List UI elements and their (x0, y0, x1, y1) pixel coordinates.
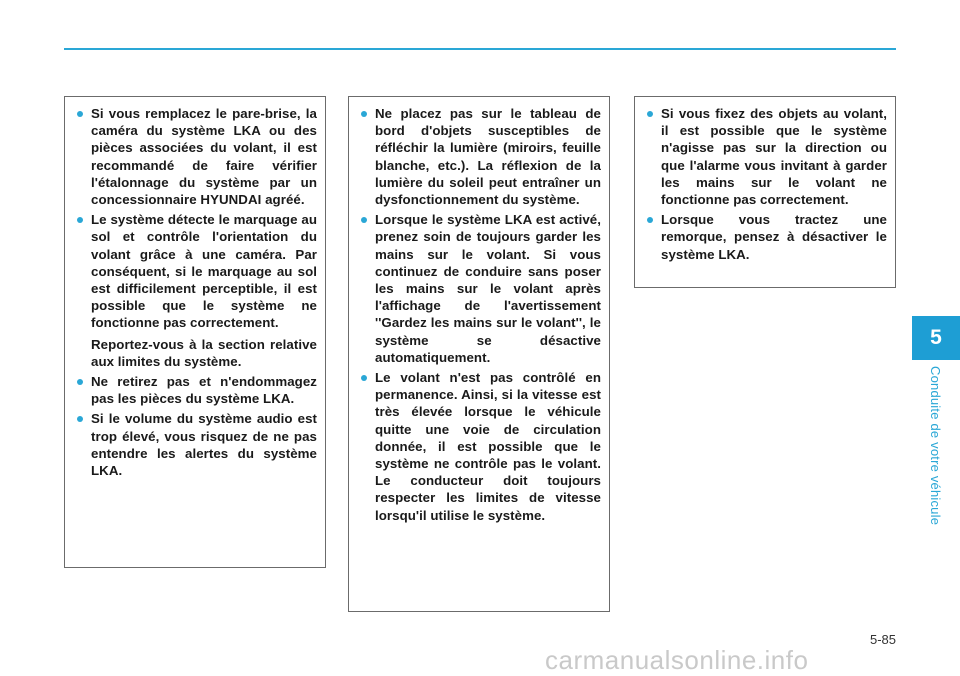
header-rule (64, 48, 896, 50)
chapter-tab[interactable] (912, 316, 960, 360)
bullet-item (361, 369, 601, 524)
caution-box-left (64, 96, 326, 568)
bullet-list (361, 105, 601, 524)
chapter-number: 5 (930, 326, 942, 349)
caution-box-middle (348, 96, 610, 612)
bullet-text: Le système détecte le marquage au sol et contrôle l'orientation du volant grâce à une caméra. Par conséquent, si le marquage au sol est difficilement perceptible, il est possible que le système ne fonctionne pas correctement. (91, 212, 317, 331)
bullet-text: Reportez-vous à la section relative aux limites du système. (91, 336, 317, 369)
bullet-text: Lorsque le système LKA est activé, prenez soin de toujours garder les mains sur le volant. Si vous continuez de conduire sans poser les mains sur le volant après l'affichage de l'avertissement ''Gardez les mains sur le volant'', le système se désactive automatiquement. (375, 212, 601, 365)
bullet-text: Si vous remplacez le pare-brise, la caméra du système LKA ou des pièces associées du volant, il est recommandé de faire vérifier l'étalonnage du système par un concessionnaire HYUNDAI agréé. (91, 106, 317, 208)
bullet-text: Si le volume du système audio est trop élevé, vous risquez de ne pas entendre les alertes du système LKA. (91, 411, 317, 479)
bullet-item (647, 211, 887, 263)
bullet-item (361, 211, 601, 366)
bullet-text: Ne placez pas sur le tableau de bord d'objets susceptibles de réfléchir la lumière (miroirs, feuille blanche, etc.). La réflexion de la lumière du soleil peut entraîner un dysfonctionnement du système. (375, 106, 601, 208)
bullet-item (77, 211, 317, 370)
bullet-item (647, 105, 887, 208)
bullet-text: Lorsque vous tractez une remorque, pensez à désactiver le système LKA. (661, 212, 887, 262)
bullet-item (77, 373, 317, 407)
page-number: 5-85 (869, 632, 896, 647)
bullet-item (77, 105, 317, 208)
watermark: carmanualsonline.info (545, 645, 809, 675)
chapter-title: Conduite de votre véhicule (928, 366, 943, 526)
bullet-list (647, 105, 887, 263)
caution-box-right (634, 96, 896, 288)
bullet-item (77, 410, 317, 479)
bullet-text: Le volant n'est pas contrôlé en permanence. Ainsi, si la vitesse est très élevée lorsque le véhicule quitte une voie de circulation donnée, il est possible que le système ne contrôle pas le volant. Le conducteur doit toujours respecter les limites de vitesse lorsqu'il utilise le système. (375, 370, 601, 523)
bullet-text: Ne retirez pas et n'endommagez pas les pièces du système LKA. (91, 374, 317, 407)
bullet-text: Si vous fixez des objets au volant, il est possible que le système n'agisse pas sur la direction ou que l'alarme vous invitant à garder les mains sur le volant ne fonctionne pas correctement. (661, 106, 887, 208)
bullet-item (361, 105, 601, 208)
bullet-list (77, 105, 317, 479)
